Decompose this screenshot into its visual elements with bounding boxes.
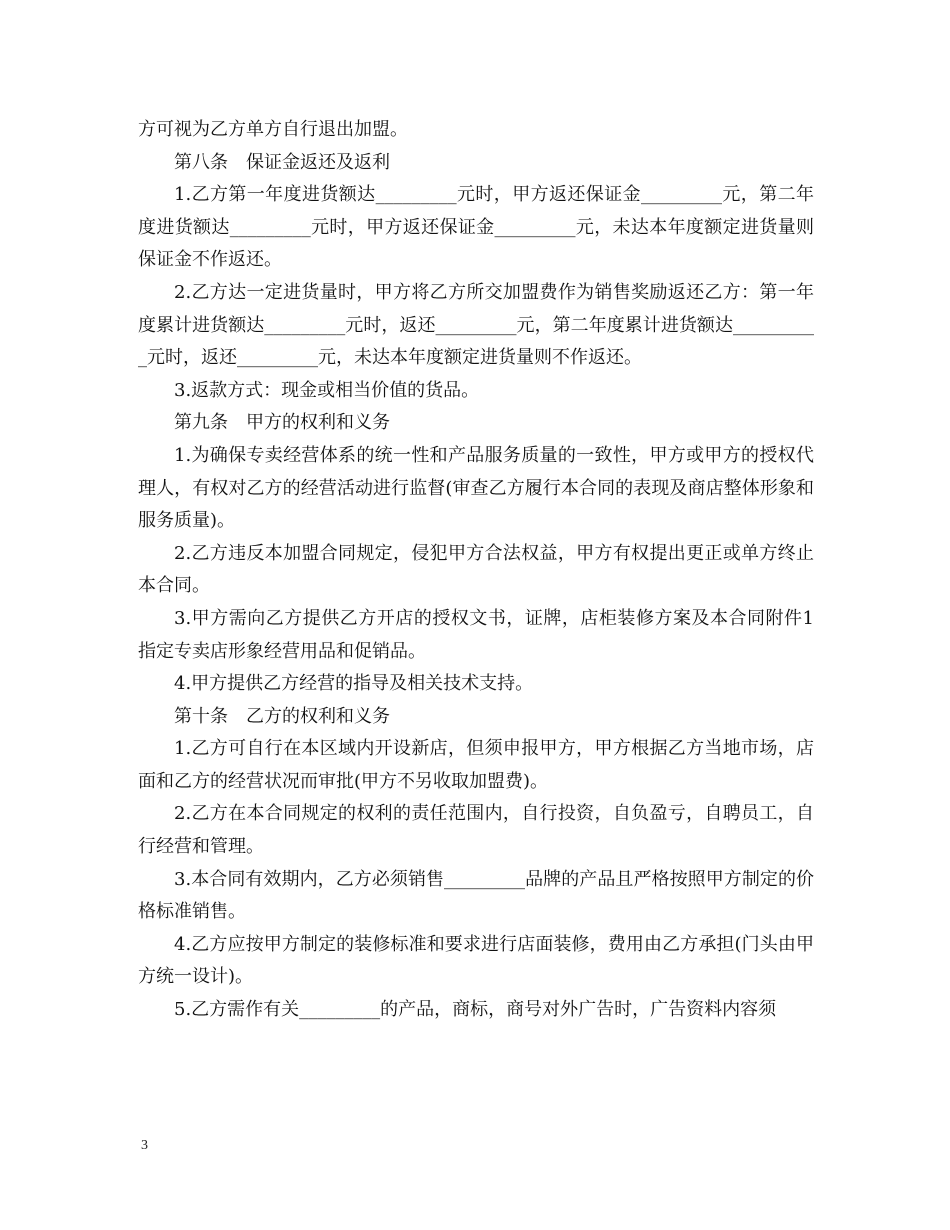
clause-8-2: 2.乙方达一定进货量时，甲方将乙方所交加盟费作为销售奖励返还乙方：第一年度累计进货额达_________元时，返还_________元，第二年度累计进货额达__________元时，返还_________元，未达本年度额定进货量则不作返还。 <box>138 281 814 369</box>
clause-10-1: 1.乙方可自行在本区域内开设新店，但须申报甲方，甲方根据乙方当地市场，店面和乙方的经营状况而审批(甲方不另收取加盟费)。 <box>138 738 814 792</box>
page-number: 3 <box>141 1138 148 1153</box>
clause-10-4: 4.乙方应按甲方制定的装修标准和要求进行店面装修，费用由乙方承担(门头由甲方统一设计)。 <box>138 933 814 988</box>
clause-9-3: 3.甲方需向乙方提供乙方开店的授权文书，证牌，店柜装修方案及本合同附件1指定专卖店形象经营用品和促销品。 <box>138 607 814 662</box>
clause-10-3: 3.本合同有效期内，乙方必须销售_________品牌的产品且严格按照甲方制定的价格标准销售。 <box>138 868 814 923</box>
clause-9-2: 2.乙方违反本加盟合同规定，侵犯甲方合法权益，甲方有权提出更正或单方终止本合同。 <box>138 542 814 597</box>
clause-10-5: 5.乙方需作有关_________的产品，商标，商号对外广告时，广告资料内容须 <box>174 999 777 1021</box>
section-heading-article-8: 第八条 保证金返还及返利 <box>174 151 390 173</box>
clause-8-3: 3.返款方式：现金或相当价值的货品。 <box>174 379 480 401</box>
paragraph-continuation: 方可视为乙方单方自行退出加盟。 <box>138 119 408 140</box>
clause-9-1: 1.为确保专卖经营体系的统一性和产品服务质量的一致性，甲方或甲方的授权代理人，有权对乙方的经营活动进行监督(审查乙方履行本合同的表现及商店整体形象和服务质量)。 <box>138 444 814 532</box>
section-heading-article-9: 第九条 甲方的权利和义务 <box>174 412 390 434</box>
clause-9-4: 4.甲方提供乙方经营的指导及相关技术支持。 <box>174 673 534 695</box>
section-heading-article-10: 第十条 乙方的权利和义务 <box>174 705 390 727</box>
clause-8-1: 1.乙方第一年度进货额达_________元时，甲方返还保证金_________元，第二年度进货额达_________元时，甲方返还保证金_________元，未达本年度额定进货量则保证金不作返还。 <box>138 184 814 271</box>
clause-10-2: 2.乙方在本合同规定的权利的责任范围内，自行投资，自负盈亏，自聘员工，自行经营和管理。 <box>138 803 814 858</box>
document-body <box>138 114 814 1027</box>
